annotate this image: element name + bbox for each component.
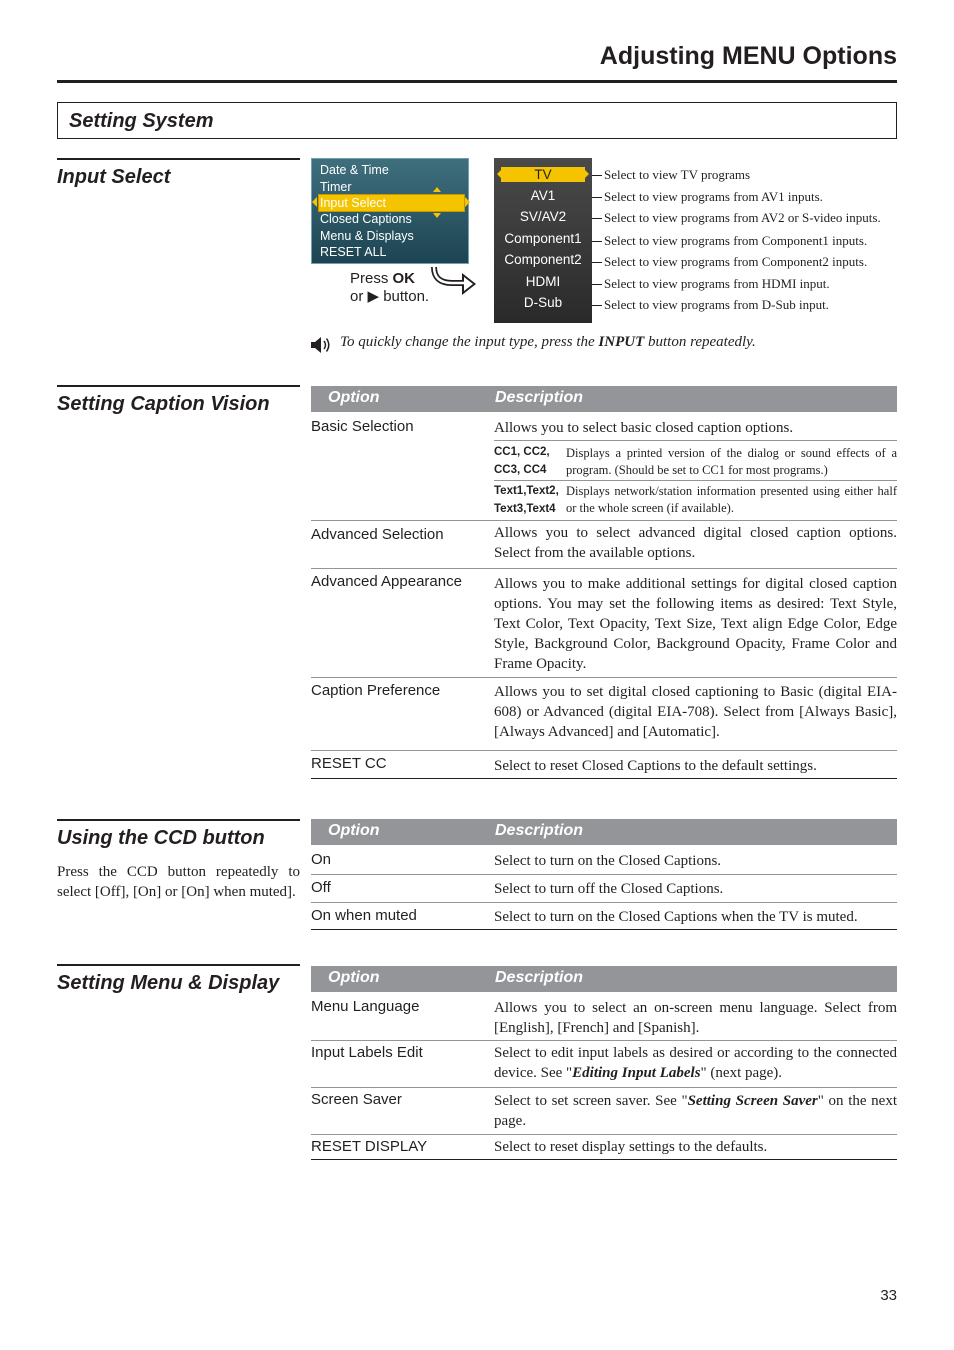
option-input-labels-edit: Input Labels Edit xyxy=(311,1044,423,1061)
section-title: Setting System xyxy=(69,110,214,132)
option-caption-preference: Caption Preference xyxy=(311,682,441,699)
option-on: On xyxy=(311,851,332,868)
leader-line xyxy=(592,284,602,285)
down-arrow-icon xyxy=(433,213,441,218)
cc-label xyxy=(494,443,550,479)
page-number: 33 xyxy=(880,1287,897,1304)
desc-reset-cc: Select to reset Closed Captions to the default settings. xyxy=(494,758,817,774)
text-desc: Displays network/station information presented using either half or the whole screen (if available). xyxy=(566,484,897,515)
caption-vision-heading: Setting Caption Vision xyxy=(57,393,270,415)
input-item-d-sub[interactable]: D-Sub xyxy=(523,295,563,310)
option-advanced-selection: Advanced Selection xyxy=(311,526,444,543)
press-button-text: or ▶ button. xyxy=(350,288,430,305)
leader-line xyxy=(592,218,602,219)
desc-screen-saver xyxy=(494,1091,897,1131)
option-basic-selection: Basic Selection xyxy=(311,418,414,435)
desc-caption-preference: Allows you to set digital closed captioning to Basic (digital EIA-608) or Advanced (digital EIA-708). Select from [Always Basic], [Always Advanced] and [Automatic]. xyxy=(494,684,897,740)
osd-item-menu-displays[interactable]: Menu & Displays xyxy=(320,229,414,243)
divider xyxy=(311,902,897,903)
menu-display-table-header xyxy=(311,966,897,992)
osd-item-closed-captions[interactable]: Closed Captions xyxy=(320,212,412,226)
input-desc-component2: Select to view programs from Component2 inputs. xyxy=(604,254,868,269)
input-tip-note xyxy=(340,334,756,351)
input-select-rule xyxy=(57,158,300,160)
leader-line xyxy=(592,305,602,306)
leader-line xyxy=(592,175,602,176)
input-desc-d-sub: Select to view programs from D-Sub input. xyxy=(604,297,829,312)
input-source-list xyxy=(494,158,592,323)
input-item-sv-av2[interactable]: SV/AV2 xyxy=(519,209,567,224)
osd-item-input-select[interactable]: Input Select xyxy=(320,196,387,210)
col-option: Option xyxy=(328,969,380,986)
desc-basic-selection: Allows you to select basic closed caption options. xyxy=(494,420,794,436)
input-desc-av1: Select to view programs from AV1 inputs. xyxy=(604,189,823,204)
option-off: Off xyxy=(311,879,331,896)
input-select-heading: Input Select xyxy=(57,166,171,188)
up-arrow-icon xyxy=(433,187,441,192)
divider xyxy=(311,874,897,875)
leader-line xyxy=(592,262,602,263)
option-reset-display: RESET DISPLAY xyxy=(311,1138,428,1155)
desc-text: Select to set screen saver. See " xyxy=(494,1093,688,1109)
text-label-line2: Text3,Text4 xyxy=(494,503,556,515)
col-option: Option xyxy=(328,822,380,839)
option-screen-saver: Screen Saver xyxy=(311,1091,402,1108)
menu-display-rule xyxy=(57,964,300,966)
desc-advanced-selection: Allows you to select advanced digital closed caption options. Select from the available options. xyxy=(494,525,897,561)
desc-text-end: " on the next page. xyxy=(494,1093,897,1129)
speaker-note-icon xyxy=(310,335,332,355)
divider xyxy=(311,520,897,521)
input-desc-hdmi: Select to view programs from HDMI input. xyxy=(604,276,830,291)
divider xyxy=(494,480,897,481)
divider xyxy=(311,1040,897,1041)
option-on-when-muted: On when muted xyxy=(311,907,417,924)
ok-key: OK xyxy=(392,270,416,287)
menu-display-heading: Setting Menu & Display xyxy=(57,972,280,994)
col-description: Description xyxy=(495,822,584,839)
setting-screen-saver-ref: Setting Screen Saver xyxy=(687,1093,818,1109)
divider xyxy=(311,568,897,569)
leader-line xyxy=(592,197,602,198)
table-bottom-rule xyxy=(311,929,897,930)
title-rule xyxy=(57,80,897,83)
osd-item-reset-all[interactable]: RESET ALL xyxy=(320,245,387,259)
desc-advanced-appearance: Allows you to make additional settings for digital closed caption options. You may set the following items as desired: Text Style, Text Color, Text Opacity, Text Size, Text align Edge Color, Edge Style, Background Color, Background Opacity, Frame Color and Frame Opacity. xyxy=(494,576,897,672)
desc-reset-display: Select to reset display settings to the defaults. xyxy=(494,1139,768,1155)
divider xyxy=(311,1134,897,1135)
press-ok-instruction xyxy=(350,270,429,306)
ccd-rule xyxy=(57,819,300,821)
note-text-end: button repeatedly. xyxy=(644,334,756,350)
section-box xyxy=(57,102,897,139)
option-menu-language: Menu Language xyxy=(311,998,420,1015)
osd-menu xyxy=(311,158,469,264)
desc-menu-language: Allows you to select an on-screen menu language. Select from [English], [French] and [Spanish]. xyxy=(494,1000,897,1036)
left-arrow-icon xyxy=(312,197,317,207)
input-item-component2[interactable]: Component2 xyxy=(504,252,582,267)
cc-label-line2: CC3, CC4 xyxy=(494,464,547,476)
right-arrow-icon xyxy=(465,197,470,207)
input-desc-component1: Select to view programs from Component1 inputs. xyxy=(604,233,868,248)
option-reset-cc: RESET CC xyxy=(311,755,387,772)
input-desc-sv-av2: Select to view programs from AV2 or S-video inputs. xyxy=(604,210,881,225)
option-advanced-appearance: Advanced Appearance xyxy=(311,573,462,590)
ccd-instructions: Press the CCD button repeatedly to select [Off], [On] or [On] when muted]. xyxy=(57,864,300,900)
input-item-hdmi[interactable]: HDMI xyxy=(525,274,561,289)
desc-input-labels-edit xyxy=(494,1043,897,1083)
osd-item-timer[interactable]: Timer xyxy=(320,180,352,194)
input-item-tv[interactable]: TV xyxy=(534,167,552,182)
curved-arrow-icon xyxy=(430,263,480,299)
table-bottom-rule xyxy=(311,778,897,779)
col-description: Description xyxy=(495,969,584,986)
editing-input-labels-ref: Editing Input Labels xyxy=(572,1065,701,1081)
desc-off: Select to turn off the Closed Captions. xyxy=(494,881,724,897)
leader-line xyxy=(592,241,602,242)
desc-text: Select to edit input labels as desired or according to the connected device. See " xyxy=(494,1045,897,1081)
input-item-component1[interactable]: Component1 xyxy=(504,231,582,246)
table-bottom-rule xyxy=(311,1159,897,1160)
cc-desc: Displays a printed version of the dialog or sound effects of a program. (Should be set to CC1 for most programs.) xyxy=(566,446,897,477)
ccd-heading: Using the CCD button xyxy=(57,827,265,849)
col-option: Option xyxy=(328,389,380,406)
input-item-av1[interactable]: AV1 xyxy=(530,188,556,203)
ccd-table-header xyxy=(311,819,897,845)
osd-item-date-time[interactable]: Date & Time xyxy=(320,163,389,177)
desc-on-when-muted: Select to turn on the Closed Captions when the TV is muted. xyxy=(494,909,858,925)
divider xyxy=(311,1087,897,1088)
input-desc-tv: Select to view TV programs xyxy=(604,167,751,182)
divider xyxy=(311,677,897,678)
text-label-line1: Text1,Text2, xyxy=(494,485,559,497)
desc-text-end: " (next page). xyxy=(700,1065,783,1081)
desc-on: Select to turn on the Closed Captions. xyxy=(494,853,722,869)
col-description: Description xyxy=(495,389,584,406)
text-label xyxy=(494,482,559,518)
divider xyxy=(494,440,897,441)
input-key: INPUT xyxy=(598,334,645,350)
divider xyxy=(311,750,897,751)
caption-vision-rule xyxy=(57,385,300,387)
press-text: Press xyxy=(350,270,393,287)
cc-label-line1: CC1, CC2, xyxy=(494,446,550,458)
caption-table-header xyxy=(311,386,897,412)
page-title: Adjusting MENU Options xyxy=(599,42,897,70)
note-text: To quickly change the input type, press the xyxy=(340,334,599,350)
